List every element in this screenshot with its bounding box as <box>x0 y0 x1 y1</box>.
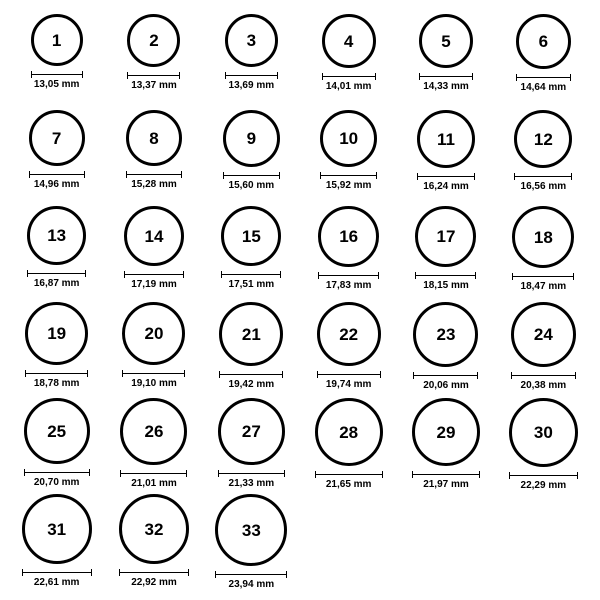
caliper-icon <box>223 172 280 179</box>
ring-diameter-label: 16,24 mm <box>423 181 469 192</box>
ring-measure <box>22 569 92 588</box>
ring-size-label: 24 <box>533 325 553 344</box>
ring-size-label: 11 <box>436 129 455 149</box>
ring-size-label: 25 <box>47 421 67 441</box>
ring-measure <box>122 370 185 389</box>
ring-size-label: 3 <box>246 31 257 50</box>
ring-measure <box>511 372 576 391</box>
ring-circle <box>126 110 182 166</box>
ring-measure <box>412 471 480 490</box>
ring-circle <box>218 398 285 465</box>
ring-size-cell <box>495 398 592 494</box>
ring-size-label: 10 <box>339 129 359 148</box>
ring-measure <box>413 372 478 391</box>
caliper-icon <box>219 371 283 378</box>
ring-circle <box>413 302 478 367</box>
ring-size-cell <box>203 398 300 494</box>
ring-diameter-label: 18,78 mm <box>33 378 80 389</box>
ring-circle <box>25 302 88 365</box>
ring-circle <box>318 206 379 267</box>
ring-size-cell <box>495 14 592 110</box>
ring-diameter-label: 17,19 mm <box>131 279 177 290</box>
ring-diameter-label: 20,70 mm <box>33 477 80 488</box>
ring-size-cell <box>300 14 397 110</box>
caliper-icon <box>413 372 478 379</box>
ring-size-label: 31 <box>47 519 67 539</box>
caliper-icon <box>412 471 480 478</box>
ring-size-cell <box>8 494 105 590</box>
ring-size-cell <box>105 110 202 206</box>
ring-size-label: 33 <box>241 520 261 540</box>
caliper-icon <box>516 74 571 81</box>
ring-circle <box>24 398 90 464</box>
caliper-icon <box>24 469 90 476</box>
caliper-icon <box>27 270 86 277</box>
ring-size-label: 17 <box>436 227 456 246</box>
ring-size-cell <box>397 302 494 398</box>
ring-circle <box>509 398 578 467</box>
ring-diameter-label: 13,05 mm <box>33 79 80 90</box>
ring-circle <box>512 206 574 268</box>
ring-size-cell <box>105 302 202 398</box>
ring-diameter-label: 13,69 mm <box>228 80 275 91</box>
ring-measure <box>25 370 88 389</box>
ring-measure <box>315 471 383 490</box>
ring-size-cell <box>397 110 494 206</box>
ring-circle <box>215 494 287 566</box>
ring-diameter-label: 20,06 mm <box>423 380 469 391</box>
ring-diameter-label: 15,28 mm <box>131 179 177 190</box>
ring-circle <box>31 14 83 66</box>
ring-circle <box>412 398 480 466</box>
ring-measure <box>225 72 278 91</box>
ring-measure <box>218 470 285 489</box>
ring-circle <box>127 14 180 67</box>
ring-size-label: 13 <box>47 226 67 245</box>
caliper-icon <box>119 569 189 576</box>
ring-size-cell <box>397 14 494 110</box>
ring-size-label: 18 <box>533 227 553 247</box>
ring-diameter-label: 16,87 mm <box>33 278 80 289</box>
caliper-icon <box>25 370 88 377</box>
ring-size-cell <box>105 206 202 302</box>
ring-diameter-label: 15,92 mm <box>325 180 372 191</box>
caliper-icon <box>126 171 182 178</box>
caliper-icon <box>124 271 184 278</box>
ring-size-label: 19 <box>47 324 67 343</box>
ring-diameter-label: 22,61 mm <box>33 577 80 588</box>
ring-diameter-label: 22,29 mm <box>520 480 567 491</box>
ring-size-label: 28 <box>339 422 359 442</box>
caliper-icon <box>417 173 475 180</box>
ring-size-label: 32 <box>144 519 164 539</box>
ring-diameter-label: 19,10 mm <box>131 378 177 389</box>
ring-measure <box>126 171 182 190</box>
ring-measure <box>415 272 476 291</box>
ring-size-cell <box>300 110 397 206</box>
ring-size-cell <box>105 398 202 494</box>
caliper-icon <box>512 273 574 280</box>
ring-size-cell <box>8 398 105 494</box>
ring-size-label: 8 <box>149 128 159 148</box>
ring-diameter-label: 19,42 mm <box>228 379 275 390</box>
caliper-icon <box>122 370 185 377</box>
ring-size-cell <box>105 494 202 590</box>
ring-size-cell <box>495 302 592 398</box>
ring-measure <box>29 171 85 190</box>
caliper-icon <box>320 172 377 179</box>
caliper-icon <box>511 372 576 379</box>
caliper-icon <box>225 72 278 79</box>
ring-measure <box>317 371 381 390</box>
ring-size-cell <box>203 110 300 206</box>
ring-size-grid <box>8 14 592 590</box>
ring-circle <box>516 14 571 69</box>
ring-size-label: 23 <box>436 325 456 344</box>
ring-size-label: 14 <box>144 226 164 246</box>
ring-size-label: 9 <box>246 129 257 148</box>
ring-measure <box>221 271 281 290</box>
ring-diameter-label: 14,01 mm <box>325 81 372 92</box>
ring-circle <box>511 302 576 367</box>
ring-size-cell <box>495 110 592 206</box>
ring-size-label: 29 <box>436 422 456 442</box>
ring-size-label: 12 <box>533 129 553 149</box>
caliper-icon <box>29 171 85 178</box>
ring-measure <box>322 73 376 92</box>
ring-circle <box>27 206 86 265</box>
ring-measure <box>514 173 572 192</box>
ring-size-cell <box>397 398 494 494</box>
ring-diameter-label: 14,96 mm <box>33 179 80 190</box>
caliper-icon <box>509 472 578 479</box>
ring-size-cell <box>8 302 105 398</box>
caliper-icon <box>514 173 572 180</box>
ring-circle <box>320 110 377 167</box>
ring-circle <box>219 302 283 366</box>
ring-diameter-label: 18,47 mm <box>520 281 567 292</box>
ring-diameter-label: 21,33 mm <box>228 478 275 489</box>
ring-measure <box>120 470 187 489</box>
ring-size-cell <box>300 398 397 494</box>
caliper-icon <box>22 569 92 576</box>
ring-measure <box>127 72 180 91</box>
ring-size-label: 26 <box>144 422 164 441</box>
ring-size-cell <box>8 110 105 206</box>
caliper-icon <box>322 73 376 80</box>
ring-circle <box>22 494 92 564</box>
caliper-icon <box>215 571 287 578</box>
ring-circle <box>225 14 278 67</box>
ring-measure <box>223 172 280 191</box>
ring-circle <box>417 110 475 168</box>
ring-diameter-label: 14,64 mm <box>520 82 567 93</box>
ring-size-label: 16 <box>339 227 359 246</box>
ring-diameter-label: 17,83 mm <box>325 280 372 291</box>
ring-size-cell <box>397 206 494 302</box>
ring-measure <box>516 74 571 93</box>
ring-diameter-label: 14,33 mm <box>423 81 469 92</box>
ring-size-label: 21 <box>241 324 261 344</box>
caliper-icon <box>317 371 381 378</box>
ring-size-label: 27 <box>241 422 261 441</box>
ring-measure <box>124 271 184 290</box>
ring-size-cell <box>203 302 300 398</box>
ring-size-cell <box>8 206 105 302</box>
ring-diameter-label: 21,97 mm <box>423 479 469 490</box>
ring-measure <box>509 472 578 491</box>
ring-size-label: 4 <box>343 31 354 51</box>
ring-circle <box>29 110 85 166</box>
ring-measure <box>318 272 379 291</box>
ring-size-label: 22 <box>339 324 359 344</box>
ring-circle <box>122 302 185 365</box>
ring-size-cell <box>8 14 105 110</box>
ring-size-cell <box>300 302 397 398</box>
ring-size-label: 30 <box>533 423 553 442</box>
caliper-icon <box>120 470 187 477</box>
ring-size-cell <box>495 206 592 302</box>
ring-size-label: 15 <box>241 226 261 246</box>
ring-size-label: 20 <box>144 324 164 343</box>
ring-measure <box>419 73 473 92</box>
ring-measure <box>31 71 83 90</box>
ring-diameter-label: 13,37 mm <box>131 80 177 91</box>
ring-diameter-label: 18,15 mm <box>423 280 469 291</box>
ring-measure <box>119 569 189 588</box>
ring-circle <box>317 302 381 366</box>
ring-diameter-label: 21,65 mm <box>325 479 372 490</box>
ring-size-cell <box>203 494 300 590</box>
ring-size-cell <box>203 206 300 302</box>
ring-measure <box>320 172 377 191</box>
caliper-icon <box>31 71 83 78</box>
caliper-icon <box>221 271 281 278</box>
ring-circle <box>120 398 187 465</box>
ring-size-label: 1 <box>51 30 62 50</box>
ring-size-label: 7 <box>51 128 62 148</box>
ring-size-cell <box>105 14 202 110</box>
ring-diameter-label: 17,51 mm <box>228 279 275 290</box>
ring-size-cell <box>300 206 397 302</box>
ring-measure <box>27 270 86 289</box>
ring-circle <box>419 14 473 68</box>
ring-diameter-label: 15,60 mm <box>228 180 275 191</box>
ring-circle <box>514 110 572 168</box>
ring-diameter-label: 21,01 mm <box>131 478 177 489</box>
ring-measure <box>24 469 90 488</box>
ring-size-label: 6 <box>538 32 549 51</box>
ring-measure <box>219 371 283 390</box>
ring-diameter-label: 23,94 mm <box>228 579 275 590</box>
ring-diameter-label: 22,92 mm <box>131 577 177 588</box>
ring-diameter-label: 19,74 mm <box>325 379 372 390</box>
ring-circle <box>221 206 281 266</box>
ring-measure <box>512 273 574 292</box>
caliper-icon <box>318 272 379 279</box>
ring-circle <box>415 206 476 267</box>
ring-size-label: 5 <box>441 31 451 51</box>
ring-circle <box>124 206 184 266</box>
ring-measure <box>215 571 287 590</box>
caliper-icon <box>415 272 476 279</box>
ring-diameter-label: 20,38 mm <box>520 380 567 391</box>
ring-circle <box>315 398 383 466</box>
ring-circle <box>223 110 280 167</box>
ring-diameter-label: 16,56 mm <box>520 181 567 192</box>
ring-size-cell <box>203 14 300 110</box>
caliper-icon <box>218 470 285 477</box>
caliper-icon <box>419 73 473 80</box>
caliper-icon <box>127 72 180 79</box>
caliper-icon <box>315 471 383 478</box>
ring-measure <box>417 173 475 192</box>
ring-size-label: 2 <box>149 31 159 50</box>
ring-circle <box>119 494 189 564</box>
ring-circle <box>322 14 376 68</box>
